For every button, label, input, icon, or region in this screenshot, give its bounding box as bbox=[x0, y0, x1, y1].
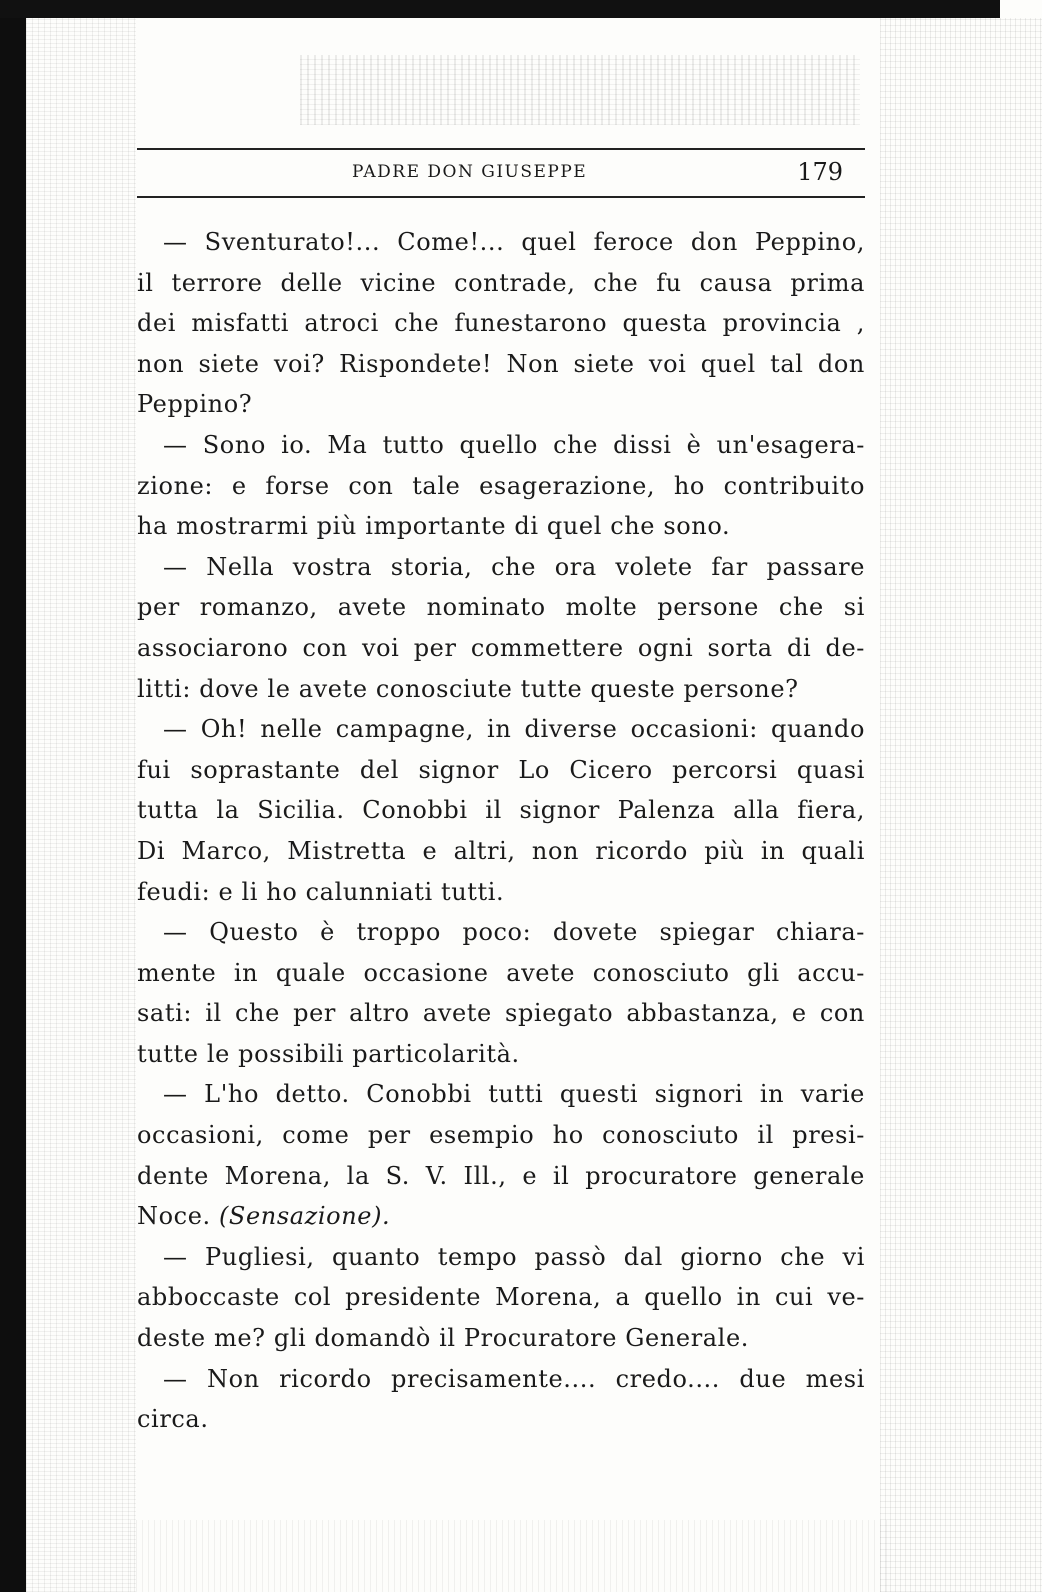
running-title: PADRE DON GIUSEPPE bbox=[352, 162, 588, 182]
text-line: — Pugliesi, quanto tempo passò dal giorno che vi bbox=[163, 1242, 865, 1271]
text-line: non siete voi? Rispondete! Non siete voi quel tal don bbox=[137, 349, 865, 378]
text-line: — Oh! nelle campagne, in diverse occasioni: quando bbox=[163, 715, 865, 744]
text-line: tutta la Sicilia. Conobbi il signor Palenza alla fiera, bbox=[137, 796, 865, 825]
book-spine-shadow bbox=[0, 18, 26, 1592]
text-line: feudi: e li ho calunniati tutti. bbox=[137, 877, 505, 906]
header-rule-bottom bbox=[137, 196, 865, 198]
text-line: per romanzo, avete nominato molte persone che si bbox=[137, 593, 865, 622]
text-line: deste me? gli domandò il Procuratore Generale. bbox=[137, 1324, 749, 1353]
text-line: — Sventurato!... Come!... quel feroce don Peppino, bbox=[163, 228, 865, 256]
text-line bbox=[137, 1196, 865, 1237]
text-line: — Nella vostra storia, che ora volete far passare bbox=[163, 552, 865, 581]
text-line: mente in quale occasione avete conosciuto gli accu- bbox=[137, 958, 865, 987]
text-line: il terrore delle vicine contrade, che fu causa prima bbox=[137, 268, 865, 297]
header-rule-top bbox=[137, 148, 865, 150]
stage-direction: (Sensazione). bbox=[218, 1202, 391, 1231]
body-text bbox=[137, 222, 865, 1440]
print-speckle-left bbox=[26, 18, 136, 1592]
text-line: occasioni, come per esempio ho conosciuto il presi- bbox=[137, 1121, 865, 1150]
text-line: dente Morena, la S. V. Ill., e il procuratore generale bbox=[137, 1161, 865, 1190]
text-line: litti: dove le avete conosciute tutte queste persone? bbox=[137, 674, 799, 703]
text-line: circa. bbox=[137, 1405, 209, 1434]
page-number: 179 bbox=[797, 158, 843, 186]
text-line: Di Marco, Mistretta e altri, non ricordo più in quali bbox=[137, 836, 865, 865]
text-line-noce: Noce. bbox=[137, 1202, 211, 1231]
text-line: — Questo è troppo poco: dovete spiegar chiara- bbox=[163, 918, 865, 947]
text-line: sati: il che per altro avete spiegato abbastanza, e con bbox=[137, 999, 865, 1028]
print-speckle-right bbox=[880, 18, 1042, 1592]
text-line: — Sono io. Ma tutto quello che dissi è un'esagera- bbox=[163, 430, 865, 459]
text-line: zione: e forse con tale esagerazione, ho contribuito bbox=[137, 471, 865, 500]
text-line: dei misfatti atroci che funestarono questa provincia , bbox=[137, 309, 865, 338]
text-line: fui soprastante del signor Lo Cicero percorsi quasi bbox=[137, 755, 865, 784]
running-header bbox=[137, 158, 865, 192]
text-line: tutte le possibili particolarità. bbox=[137, 1039, 520, 1068]
page-top-edge bbox=[0, 0, 1000, 18]
print-speckle-bottom bbox=[130, 1520, 890, 1592]
text-line: ha mostrarmi più importante di quel che sono. bbox=[137, 512, 731, 541]
text-line: associarono con voi per commettere ogni sorta di de- bbox=[137, 633, 865, 662]
text-line: — Non ricordo precisamente.... credo.... due mesi bbox=[163, 1364, 865, 1393]
print-speckle-top bbox=[300, 55, 860, 125]
text-line: abboccaste col presidente Morena, a quello in cui ve- bbox=[137, 1283, 865, 1312]
text-line: — L'ho detto. Conobbi tutti questi signori in varie bbox=[163, 1080, 865, 1109]
text-line: Peppino? bbox=[137, 390, 253, 419]
